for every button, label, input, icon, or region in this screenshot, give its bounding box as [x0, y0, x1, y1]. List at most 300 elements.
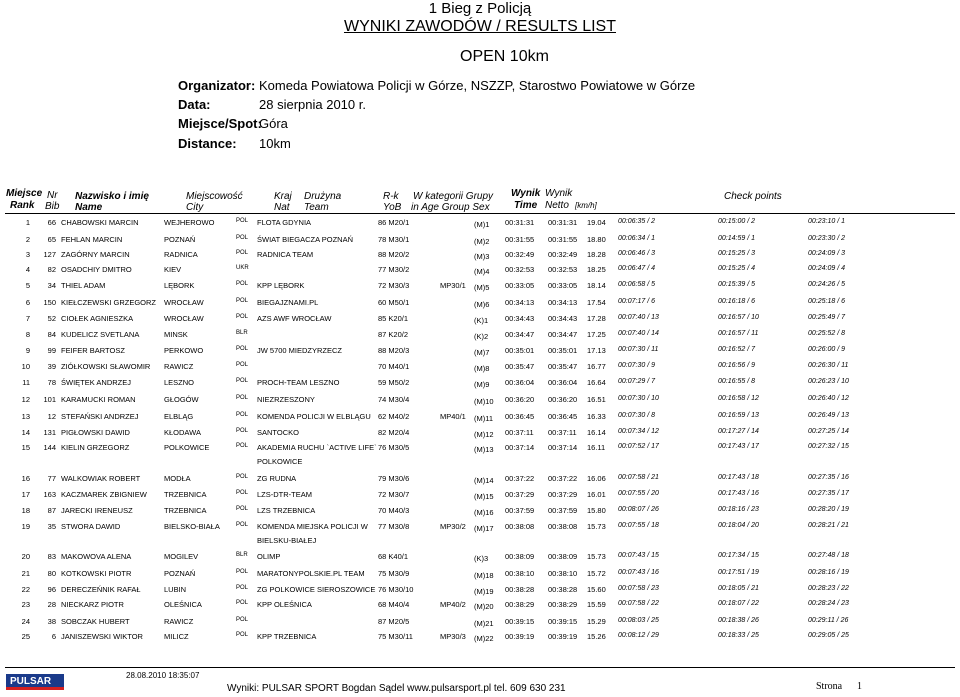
row-bib: 99	[47, 346, 56, 355]
row-checkpoint-3: 00:28:20 / 19	[808, 506, 849, 513]
col-rank: Rank	[10, 200, 35, 211]
date-value: 28 sierpnia 2010 r.	[259, 97, 366, 112]
row-netto: 00:38:08	[548, 522, 578, 531]
row-yob: 82 M20/4	[378, 428, 410, 437]
row-kmh: 16.01	[587, 490, 606, 499]
row-kmh: 15.73	[587, 552, 606, 561]
row-checkpoint-3: 00:26:00 / 9	[808, 346, 845, 353]
row-name: KACZMAREK ZBIGNIEW	[61, 490, 147, 499]
row-team: RADNICA TEAM	[257, 250, 314, 259]
col-wkat: W kategorii Grupy	[413, 191, 494, 202]
row-group: MP30/3	[440, 632, 466, 641]
row-checkpoint-2: 00:16:55 / 8	[718, 378, 755, 385]
row-bib: 28	[47, 600, 56, 609]
row-rank: 10	[21, 362, 30, 371]
row-time: 00:39:15	[505, 617, 535, 626]
row-time: 00:35:47	[505, 362, 535, 371]
row-team-line2: POLKOWICE	[257, 457, 303, 466]
row-time: 00:31:31	[505, 218, 535, 227]
row-bib: 163	[43, 490, 56, 499]
row-time: 00:38:10	[505, 569, 535, 578]
col-miejsce: Miejsce	[6, 188, 43, 199]
col-kmh: [km/h]	[575, 201, 597, 210]
row-city: LĘBORK	[164, 281, 195, 290]
col-nazwisko: Nazwisko i imię	[75, 191, 149, 202]
row-checkpoint-1: 00:07:30 / 9	[618, 362, 655, 369]
row-netto: 00:34:13	[548, 298, 578, 307]
row-checkpoint-1: 00:07:30 / 11	[618, 346, 659, 353]
row-yob: 62 M40/2	[378, 412, 410, 421]
row-rank: 13	[21, 412, 30, 421]
row-time: 00:39:19	[505, 632, 535, 641]
row-nat: POL	[236, 298, 249, 304]
row-rank: 11	[22, 378, 30, 387]
row-team: NIEZRZESZONY	[257, 395, 315, 404]
row-nat: POL	[236, 522, 249, 528]
row-yob: 68 M40/4	[378, 600, 410, 609]
row-sex: (M)7	[474, 348, 490, 357]
row-checkpoint-2: 00:15:25 / 4	[718, 265, 755, 272]
col-wynik-netto: Wynik	[545, 188, 573, 199]
row-rank: 8	[25, 330, 30, 339]
row-checkpoint-1: 00:07:29 / 7	[618, 378, 655, 385]
row-netto: 00:38:29	[548, 600, 578, 609]
row-bib: 78	[47, 378, 56, 387]
row-sex: (M)10	[474, 397, 494, 406]
col-kraj: Kraj	[274, 191, 292, 202]
row-city: RAWICZ	[164, 617, 194, 626]
row-checkpoint-2: 00:18:07 / 22	[718, 600, 759, 607]
row-checkpoint-2: 00:17:43 / 18	[718, 474, 759, 481]
row-bib: 131	[43, 428, 56, 437]
row-yob: 79 M30/6	[378, 474, 410, 483]
col-bib: Bib	[45, 201, 60, 212]
row-name: SOBCZAK HUBERT	[61, 617, 130, 626]
row-sex: (M)6	[474, 300, 490, 309]
row-rank: 7	[25, 314, 30, 323]
row-kmh: 19.04	[587, 218, 606, 227]
row-name: DERECZEŃNIK RAFAŁ	[61, 585, 141, 594]
row-city: KIEV	[164, 265, 182, 274]
row-time: 00:38:09	[505, 552, 535, 561]
row-time: 00:36:04	[505, 378, 535, 387]
row-rank: 20	[21, 552, 30, 561]
row-sex: (M)14	[474, 476, 494, 485]
row-city: WROCŁAW	[164, 298, 204, 307]
row-city: TRZEBNICA	[164, 490, 207, 499]
row-nat: POL	[236, 235, 249, 241]
row-checkpoint-1: 00:07:34 / 12	[618, 428, 659, 435]
row-bib: 80	[47, 569, 56, 578]
row-nat: POL	[236, 428, 249, 434]
row-yob: 76 M30/5	[378, 443, 410, 452]
row-netto: 00:34:43	[548, 314, 578, 323]
row-nat: POL	[236, 412, 249, 418]
row-nat: POL	[236, 474, 249, 480]
row-sex: (M)3	[474, 252, 490, 261]
row-city: RADNICA	[164, 250, 198, 259]
row-kmh: 18.25	[587, 265, 606, 274]
row-yob: 86 M20/1	[378, 218, 410, 227]
row-checkpoint-1: 00:06:58 / 5	[618, 281, 655, 288]
row-kmh: 16.06	[587, 474, 606, 483]
row-team: KOMENDA POLICJI W ELBLĄGU	[257, 412, 371, 421]
row-city: MINSK	[164, 330, 188, 339]
row-checkpoint-3: 00:27:35 / 16	[808, 474, 849, 481]
row-team: BIEGAJZNAMI.PL	[257, 298, 319, 307]
row-checkpoint-3: 00:25:52 / 8	[808, 330, 845, 337]
row-checkpoint-2: 00:15:39 / 5	[718, 281, 755, 288]
row-rank: 9	[25, 346, 30, 355]
row-bib: 96	[47, 585, 56, 594]
row-nat: POL	[236, 281, 249, 287]
row-bib: 150	[43, 298, 56, 307]
row-name: JANISZEWSKI WIKTOR	[61, 632, 143, 641]
row-rank: 23	[21, 600, 30, 609]
row-team: PROCH-TEAM LESZNO	[257, 378, 340, 387]
row-checkpoint-1: 00:08:07 / 26	[618, 506, 659, 513]
row-kmh: 15.72	[587, 569, 606, 578]
row-checkpoint-1: 00:07:30 / 10	[618, 395, 659, 402]
place-label: Miejsce/Spot:	[178, 116, 262, 131]
row-checkpoint-3: 00:28:23 / 22	[808, 585, 849, 592]
row-sex: (M)19	[474, 587, 494, 596]
row-netto: 00:37:11	[548, 428, 577, 437]
row-city: LESZNO	[164, 378, 195, 387]
row-checkpoint-1: 00:07:30 / 8	[618, 412, 655, 419]
row-checkpoint-1: 00:07:40 / 13	[618, 314, 659, 321]
row-netto: 00:37:59	[548, 506, 578, 515]
row-checkpoint-2: 00:16:57 / 10	[718, 314, 759, 321]
organizator-value: Komeda Powiatowa Policji w Górze, NSZZP, Starostwo Powiatowe w Górze	[259, 78, 696, 93]
row-rank: 18	[21, 506, 30, 515]
row-city: MILICZ	[164, 632, 189, 641]
row-nat: POL	[236, 585, 249, 591]
row-rank: 14	[21, 428, 30, 437]
row-netto: 00:36:20	[548, 395, 578, 404]
row-netto: 00:35:01	[548, 346, 578, 355]
row-checkpoint-3: 00:28:16 / 19	[808, 569, 849, 576]
row-time: 00:34:47	[505, 330, 535, 339]
row-yob: 70 M40/1	[378, 362, 410, 371]
col-name: Name	[75, 202, 103, 213]
row-checkpoint-1: 00:07:58 / 21	[618, 474, 659, 481]
row-checkpoint-2: 00:16:18 / 6	[718, 298, 755, 305]
row-sex: (M)11	[474, 414, 494, 423]
row-netto: 00:37:14	[548, 443, 578, 452]
row-checkpoint-3: 00:27:32 / 15	[808, 443, 849, 450]
row-name: OSADCHIY DMITRO	[61, 265, 132, 274]
row-netto: 00:31:55	[548, 235, 578, 244]
row-bib: 101	[43, 395, 56, 404]
row-checkpoint-2: 00:18:16 / 23	[718, 506, 759, 513]
row-yob: 88 M20/3	[378, 346, 410, 355]
row-city: POLKOWICE	[164, 443, 210, 452]
page-number: 1	[857, 681, 862, 692]
row-bib: 87	[47, 506, 56, 515]
row-sex: (M)17	[474, 524, 494, 533]
row-nat: POL	[236, 569, 249, 575]
results-subtitle: WYNIKI ZAWODÓW / RESULTS LIST	[343, 18, 616, 35]
row-team: SANTOCKO	[257, 428, 299, 437]
row-city: MODŁA	[164, 474, 191, 483]
row-netto: 00:39:15	[548, 617, 578, 626]
row-city: RAWICZ	[164, 362, 194, 371]
pulsar-logo-graphic	[6, 672, 66, 692]
row-netto: 00:37:22	[548, 474, 578, 483]
row-netto: 00:34:47	[548, 330, 578, 339]
row-checkpoint-1: 00:06:35 / 2	[618, 218, 655, 225]
row-nat: POL	[236, 506, 249, 512]
row-kmh: 15.80	[587, 506, 606, 515]
distance-value: 10km	[259, 136, 291, 151]
row-group: MP40/2	[440, 600, 466, 609]
row-team: MARATONYPOLSKIE.PL TEAM	[257, 569, 365, 578]
row-checkpoint-2: 00:15:00 / 2	[718, 218, 755, 225]
row-nat: POL	[236, 443, 249, 449]
row-checkpoint-3: 00:24:09 / 4	[808, 265, 845, 272]
row-netto: 00:38:28	[548, 585, 578, 594]
row-group: MP30/2	[440, 522, 466, 531]
row-checkpoint-2: 00:18:05 / 21	[718, 585, 759, 592]
row-bib: 6	[51, 632, 56, 641]
row-kmh: 18.80	[587, 235, 606, 244]
col-miejscowosc: Miejscowość	[186, 191, 243, 202]
row-checkpoint-1: 00:07:55 / 18	[618, 522, 659, 529]
organizator-label: Organizator:	[178, 78, 256, 93]
row-checkpoint-1: 00:07:55 / 20	[618, 490, 659, 497]
row-team: FLOTA GDYNIA	[257, 218, 312, 227]
row-checkpoint-1: 00:07:52 / 17	[618, 443, 659, 450]
row-team: ZG RUDNA	[257, 474, 297, 483]
row-checkpoint-3: 00:26:30 / 11	[808, 362, 849, 369]
row-yob: 76 M30/10	[378, 585, 414, 594]
row-time: 00:32:53	[505, 265, 535, 274]
row-checkpoint-2: 00:16:56 / 9	[718, 362, 755, 369]
row-yob: 68 K40/1	[378, 552, 409, 561]
row-name: KOTKOWSKI PIOTR	[61, 569, 132, 578]
pulsar-logo	[6, 672, 66, 692]
place-value: Góra	[259, 116, 288, 131]
row-checkpoint-3: 00:24:09 / 3	[808, 250, 845, 257]
row-rank: 24	[21, 617, 30, 626]
row-checkpoint-1: 00:08:03 / 25	[618, 617, 659, 624]
row-name: WALKOWIAK ROBERT	[61, 474, 141, 483]
row-time: 00:37:14	[505, 443, 535, 452]
row-yob: 74 M30/4	[378, 395, 410, 404]
row-yob: 75 M30/9	[378, 569, 410, 578]
row-team: ŚWIAT BIEGACZA POZNAŃ	[257, 235, 353, 244]
row-nat: POL	[236, 632, 249, 638]
row-checkpoint-1: 00:06:47 / 4	[618, 265, 655, 272]
row-nat: POL	[236, 362, 249, 368]
row-kmh: 16.77	[587, 362, 606, 371]
row-city: TRZEBNICA	[164, 506, 207, 515]
row-netto: 00:33:05	[548, 281, 578, 290]
row-rank: 16	[21, 474, 30, 483]
row-team: KPP TRZEBNICA	[257, 632, 317, 641]
row-yob: 88 M20/2	[378, 250, 410, 259]
row-name: THIEL ADAM	[61, 281, 106, 290]
row-time: 00:31:55	[505, 235, 535, 244]
row-time: 00:36:20	[505, 395, 535, 404]
row-checkpoint-2: 00:18:33 / 25	[718, 632, 759, 639]
row-team: AKADEMIA RUCHU `ACTIVE LIFE`	[257, 443, 377, 452]
row-name: JARECKI IRENEUSZ	[61, 506, 133, 515]
row-nat: POL	[236, 314, 249, 320]
col-time: Time	[514, 200, 538, 211]
row-netto: 00:32:53	[548, 265, 578, 274]
row-time: 00:37:11	[505, 428, 534, 437]
row-checkpoint-3: 00:27:48 / 18	[808, 552, 849, 559]
row-checkpoint-2: 00:15:25 / 3	[718, 250, 755, 257]
row-time: 00:33:05	[505, 281, 535, 290]
row-checkpoint-2: 00:18:04 / 20	[718, 522, 759, 529]
row-yob: 77 M30/8	[378, 522, 410, 531]
row-checkpoint-2: 00:16:52 / 7	[718, 346, 755, 353]
footer-credits: Wyniki: PULSAR SPORT Bogdan Sądel www.pulsarsport.pl tel. 609 630 231	[227, 683, 566, 694]
row-checkpoint-1: 00:07:43 / 15	[618, 552, 659, 559]
row-rank: 19	[21, 522, 30, 531]
row-city: POZNAŃ	[164, 569, 196, 578]
row-city: WROCŁAW	[164, 314, 204, 323]
row-rank: 25	[21, 632, 30, 641]
row-checkpoint-3: 00:28:21 / 21	[808, 522, 849, 529]
row-netto: 00:39:19	[548, 632, 578, 641]
row-rank: 1	[25, 218, 30, 227]
row-netto: 00:31:31	[548, 218, 578, 227]
row-time: 00:37:22	[505, 474, 535, 483]
row-checkpoint-3: 00:25:49 / 7	[808, 314, 845, 321]
row-bib: 52	[47, 314, 56, 323]
row-netto: 00:35:47	[548, 362, 578, 371]
row-yob: 78 M30/1	[378, 235, 410, 244]
row-checkpoint-2: 00:14:59 / 1	[718, 235, 755, 242]
row-sex: (M)1	[474, 220, 490, 229]
row-kmh: 17.13	[587, 346, 606, 355]
row-sex: (M)21	[474, 619, 494, 628]
row-bib: 144	[43, 443, 56, 452]
row-yob: 87 K20/2	[378, 330, 409, 339]
row-team: KPP LĘBORK	[257, 281, 305, 290]
row-checkpoint-2: 00:16:57 / 11	[718, 330, 759, 337]
row-rank: 3	[25, 250, 30, 259]
row-name: FEHLAN MARCIN	[61, 235, 123, 244]
row-yob: 72 M30/7	[378, 490, 410, 499]
row-city: ELBLĄG	[164, 412, 194, 421]
print-date: 28.08.2010 18:35:07	[126, 671, 200, 680]
row-netto: 00:37:29	[548, 490, 578, 499]
row-checkpoint-3: 00:29:05 / 25	[808, 632, 849, 639]
row-kmh: 16.51	[587, 395, 606, 404]
row-checkpoint-1: 00:07:17 / 6	[618, 298, 655, 305]
row-checkpoint-1: 00:06:34 / 1	[618, 235, 655, 242]
row-team: JW 5700 MIEDZYRZECZ	[257, 346, 343, 355]
row-kmh: 16.11	[587, 443, 606, 452]
row-sex: (K)3	[474, 554, 489, 563]
col-inage: in Age Group Sex	[411, 202, 490, 213]
row-kmh: 16.64	[587, 378, 606, 387]
row-team: LZS TRZEBNICA	[257, 506, 316, 515]
row-bib: 77	[47, 474, 56, 483]
row-netto: 00:32:49	[548, 250, 578, 259]
row-city: OLEŚNICA	[164, 600, 202, 609]
row-kmh: 16.33	[587, 412, 606, 421]
row-yob: 59 M50/2	[378, 378, 410, 387]
row-checkpoint-3: 00:28:24 / 23	[808, 600, 849, 607]
row-checkpoint-3: 00:27:35 / 17	[808, 490, 849, 497]
row-team: KPP OLEŚNICA	[257, 600, 312, 609]
row-sex: (K)1	[474, 316, 489, 325]
row-time: 00:36:45	[505, 412, 535, 421]
row-checkpoint-1: 00:07:40 / 14	[618, 330, 659, 337]
col-city: City	[186, 202, 204, 213]
row-checkpoint-2: 00:16:58 / 12	[718, 395, 759, 402]
row-name: PIGŁOWSKI DAWID	[61, 428, 130, 437]
row-sex: (M)12	[474, 430, 494, 439]
row-name: STWORA DAWID	[61, 522, 121, 531]
row-kmh: 17.28	[587, 314, 606, 323]
row-checkpoint-1: 00:07:43 / 16	[618, 569, 659, 576]
row-name: STEFAŃSKI ANDRZEJ	[61, 412, 139, 421]
row-checkpoint-1: 00:07:58 / 23	[618, 585, 659, 592]
row-netto: 00:38:10	[548, 569, 578, 578]
row-rank: 21	[21, 569, 30, 578]
row-rank: 12	[21, 395, 30, 404]
row-city: LUBIN	[164, 585, 187, 594]
row-kmh: 15.60	[587, 585, 606, 594]
row-sex: (M)9	[474, 380, 490, 389]
row-nat: POL	[236, 346, 249, 352]
row-team: ZG POLKOWICE SIEROSZOWICE	[257, 585, 376, 594]
row-checkpoint-3: 00:23:10 / 1	[808, 218, 845, 225]
row-bib: 12	[47, 412, 56, 421]
row-sex: (M)8	[474, 364, 490, 373]
row-sex: (M)20	[474, 602, 494, 611]
row-nat: POL	[236, 395, 249, 401]
row-netto: 00:36:45	[548, 412, 578, 421]
row-time: 00:34:43	[505, 314, 535, 323]
row-rank: 22	[21, 585, 30, 594]
row-group: MP30/1	[440, 281, 466, 290]
row-yob: 85 K20/1	[378, 314, 409, 323]
row-nat: POL	[236, 378, 249, 384]
row-bib: 127	[43, 250, 56, 259]
row-nat: POL	[236, 600, 249, 606]
row-name: KARAMUCKI ROMAN	[61, 395, 136, 404]
row-sex: (M)16	[474, 508, 494, 517]
col-druzyna: Drużyna	[304, 191, 342, 202]
row-netto: 00:38:09	[548, 552, 578, 561]
row-rank: 17	[21, 490, 30, 499]
row-time: 00:35:01	[505, 346, 535, 355]
row-time: 00:32:49	[505, 250, 535, 259]
row-bib: 84	[47, 330, 56, 339]
row-kmh: 17.25	[587, 330, 606, 339]
row-nat: POL	[236, 218, 249, 224]
category-title: OPEN 10km	[460, 48, 549, 65]
row-team: OLIMP	[257, 552, 281, 561]
row-kmh: 15.73	[587, 522, 606, 531]
row-name: ZIÓŁKOWSKI SŁAWOMIR	[61, 362, 151, 371]
row-city: WEJHEROWO	[164, 218, 215, 227]
row-checkpoint-3: 00:24:26 / 5	[808, 281, 845, 288]
row-kmh: 18.14	[587, 281, 606, 290]
footer-divider	[5, 667, 955, 668]
row-checkpoint-2: 00:18:38 / 26	[718, 617, 759, 624]
header-divider	[5, 213, 955, 214]
row-checkpoint-1: 00:06:46 / 3	[618, 250, 655, 257]
